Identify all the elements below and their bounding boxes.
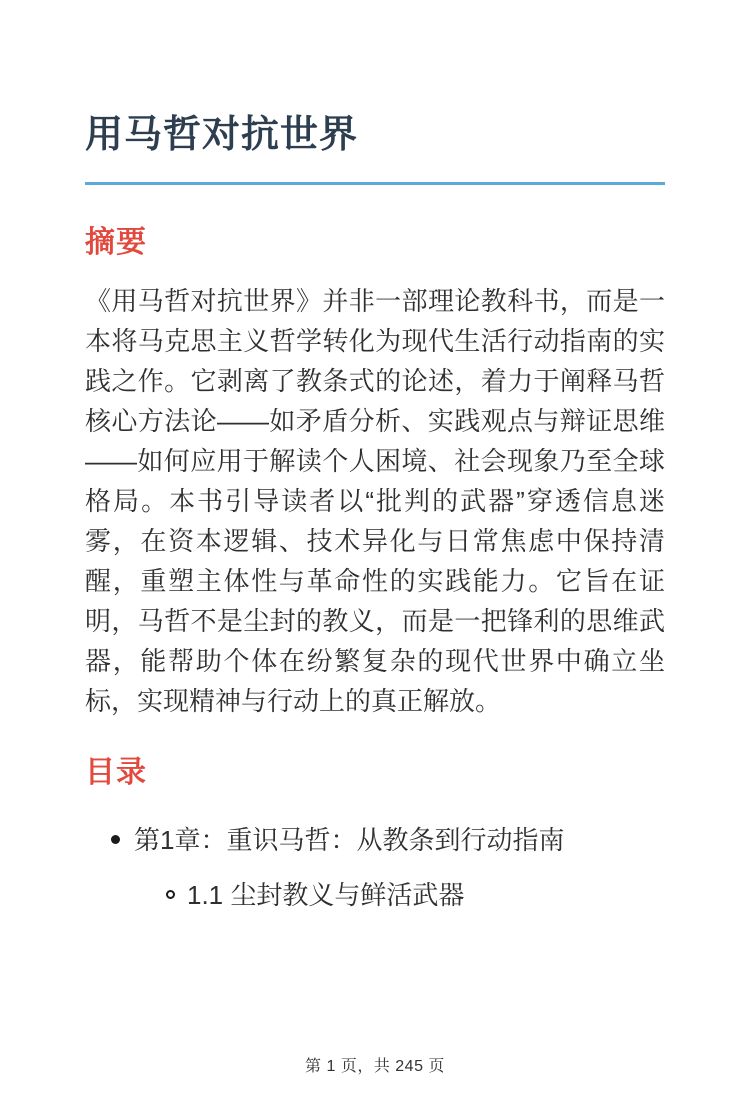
toc-item-chapter-1-label: 第1章：重识马哲：从教条到行动指南 — [134, 825, 565, 855]
toc-item-section-1-1 — [85, 875, 665, 915]
bullet-disc-icon — [111, 835, 120, 844]
abstract-paragraph: 《用马哲对抗世界》并非一部理论教科书，而是一本将马克思主义哲学转化为现代生活行动指南的实践之作。它剥离了教条式的论述，着力于阐释马哲核心方法论——如矛盾分析、实践观点与辩证思维——如何应用于解读个人困境、社会现象乃至全球格局。本书引导读者以“批判的武器”穿透信息迷雾，在资本逻辑、技术异化与日常焦虑中保持清醒，重塑主体性与革命性的实践能力。它旨在证明，马哲不是尘封的教义，而是一把锋利的思维武器，能帮助个体在纷繁复杂的现代世界中确立坐标，实现精神与行动上的真正解放。 — [85, 286, 665, 716]
toc-item-chapter-1 — [85, 820, 665, 860]
toc-heading: 目录 — [85, 756, 147, 789]
toc-list — [85, 820, 665, 915]
page-title: 用马哲对抗世界 — [85, 112, 665, 185]
bullet-circle-icon — [166, 890, 175, 899]
toc-item-section-1-1-label: 1.1 尘封教义与鲜活武器 — [187, 880, 465, 910]
document-page — [0, 112, 750, 915]
page-number-footer: 第 1 页，共 245 页 — [305, 1058, 445, 1075]
abstract-heading: 摘要 — [85, 226, 147, 259]
